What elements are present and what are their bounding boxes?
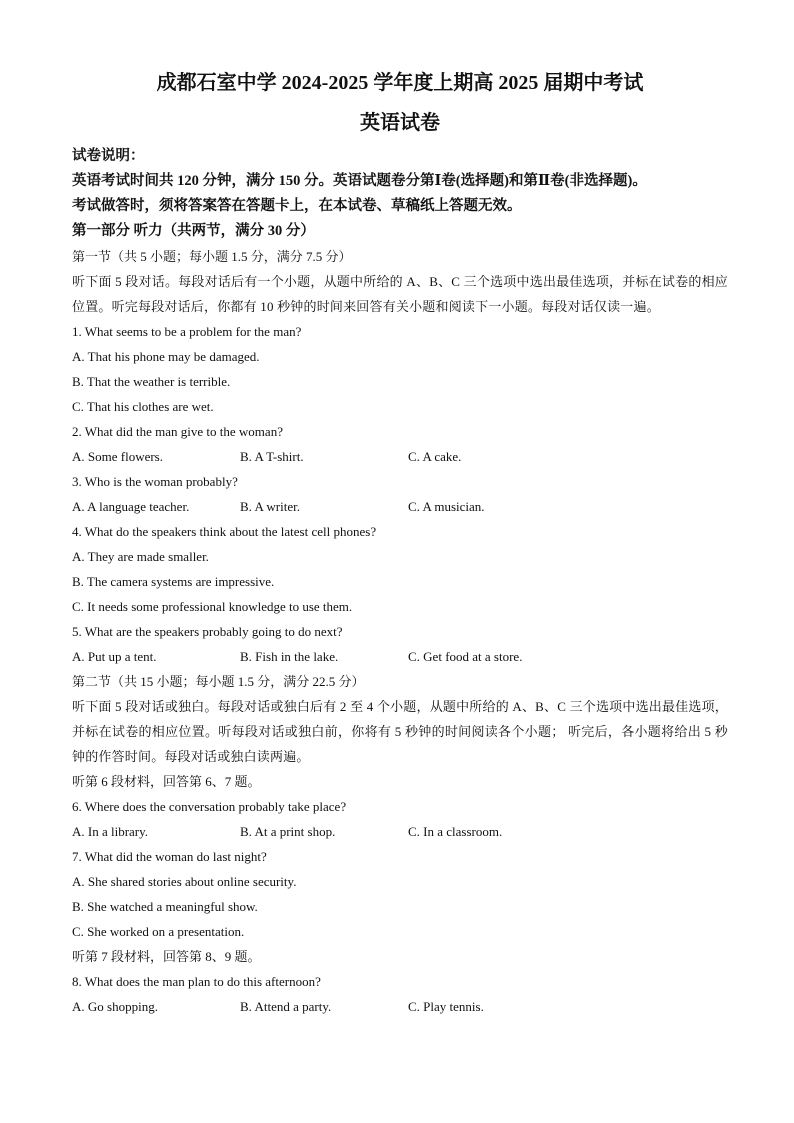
- question-options-row: [72, 644, 728, 669]
- question-options-row: [72, 819, 728, 844]
- section2-heading: 第二节（共 15 小题；每小题 1.5 分，满分 22.5 分）: [72, 674, 365, 689]
- instructions-label: 试卷说明：: [72, 148, 145, 164]
- question-option: B. That the weather is terrible.: [72, 374, 231, 389]
- question-option: C. In a classroom.: [408, 824, 503, 839]
- question-option: A. A language teacher.: [72, 499, 190, 514]
- question-option: C. Play tennis.: [408, 999, 484, 1014]
- question-option: A. In a library.: [72, 824, 149, 839]
- question-option: B. At a print shop.: [240, 824, 336, 839]
- question-option: A. Go shopping.: [72, 999, 158, 1014]
- section2-directions: 听下面 5 段对话或独白。每段对话或独白后有 2 至 4 个小题，从题中所给的 A、B、C 三个选项中选出最佳选项，并标在试卷的相应位置。听每段对话或独白前，你将有 5 秒钟的时间阅读各个小题； 听完后，各小题将给出 5 秒钟的作答时间。每段对话或独白读两遍。: [72, 699, 728, 764]
- question-stem: 3. Who is the woman probably?: [72, 474, 238, 489]
- question-options-row: [72, 494, 728, 519]
- question-option: B. Fish in the lake.: [240, 649, 339, 664]
- question-option: A. They are made smaller.: [72, 549, 209, 564]
- question-option: A. She shared stories about online security.: [72, 874, 297, 889]
- exam-title: 成都石室中学 2024-2025 学年度上期高 2025 届期中考试: [156, 72, 644, 94]
- question-option: B. A writer.: [240, 499, 300, 514]
- question-option: C. It needs some professional knowledge to use them.: [72, 599, 353, 614]
- question-option: A. Put up a tent.: [72, 649, 157, 664]
- instructions-line-2: 考试做答时，须将答案答在答题卡上，在本试卷、草稿纸上答题无效。: [72, 198, 522, 214]
- question-stem: 5. What are the speakers probably going to do next?: [72, 624, 343, 639]
- part1-heading: 第一部分 听力（共两节，满分 30 分）: [72, 223, 315, 239]
- question-option: B. She watched a meaningful show.: [72, 899, 258, 914]
- question-option: B. The camera systems are impressive.: [72, 574, 275, 589]
- question-stem: 4. What do the speakers think about the latest cell phones?: [72, 524, 377, 539]
- question-option: C. A cake.: [408, 449, 462, 464]
- exam-subtitle: 英语试卷: [360, 112, 440, 134]
- question-option: C. Get food at a store.: [408, 649, 523, 664]
- question-option: C. She worked on a presentation.: [72, 924, 245, 939]
- question-option: A. Some flowers.: [72, 449, 163, 464]
- question-options-row: [72, 444, 728, 469]
- question-option: C. That his clothes are wet.: [72, 399, 214, 414]
- question-option: B. Attend a party.: [240, 999, 332, 1014]
- question-option: A. That his phone may be damaged.: [72, 349, 260, 364]
- question-stem: 7. What did the woman do last night?: [72, 849, 267, 864]
- question-stem: 6. Where does the conversation probably take place?: [72, 799, 347, 814]
- question-stem: 2. What did the man give to the woman?: [72, 424, 283, 439]
- question-option: C. A musician.: [408, 499, 485, 514]
- material-7-instruction: 听第 7 段材料，回答第 8、9 题。: [72, 949, 261, 964]
- question-options-row: [72, 994, 728, 1019]
- question-option: B. A T-shirt.: [240, 449, 304, 464]
- question-stem: 1. What seems to be a problem for the man?: [72, 324, 302, 339]
- question-stem: 8. What does the man plan to do this afternoon?: [72, 974, 321, 989]
- section1-heading: 第一节（共 5 小题；每小题 1.5 分，满分 7.5 分）: [72, 249, 352, 264]
- instructions-line-1: 英语考试时间共 120 分钟，满分 150 分。英语试题卷分第Ⅰ卷(选择题)和第Ⅱ卷(非选择题)。: [72, 173, 647, 189]
- section1-directions: 听下面 5 段对话。每段对话后有一个小题，从题中所给的 A、B、C 三个选项中选出最佳选项，并标在试卷的相应位置。听完每段对话后，你都有 10 秒钟的时间来回答有关小题和阅读下一小题。每段对话仅读一遍。: [72, 274, 728, 314]
- material-6-instruction: 听第 6 段材料，回答第 6、7 题。: [72, 774, 261, 789]
